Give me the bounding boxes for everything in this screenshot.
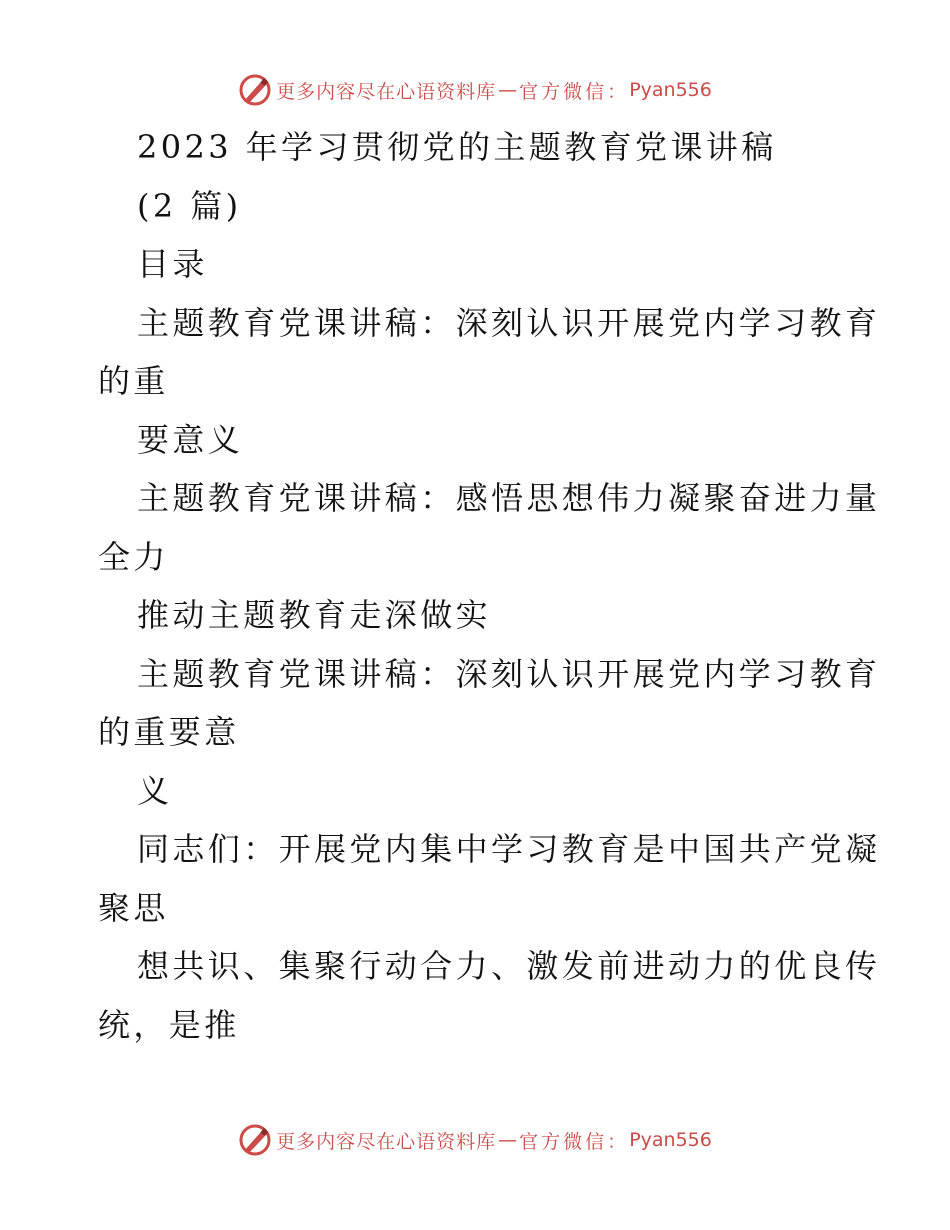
- text-line: 主题教育党课讲稿：深刻认识开展党内学习教育: [137, 654, 881, 693]
- text-line: 聚思: [98, 888, 169, 927]
- text-line: 的重: [98, 362, 169, 400]
- pen-logo-icon: [238, 1123, 272, 1157]
- text-line: 2023 年学习贯彻党的主题教育党课讲稿: [137, 128, 777, 166]
- text-line: 义: [137, 771, 173, 810]
- footer-watermark: [0, 1120, 950, 1160]
- watermark-text: 更多内容尽在心语资料库: [276, 80, 497, 103]
- text-line: 目录: [137, 245, 208, 283]
- pen-logo-icon: [238, 73, 272, 107]
- watermark-dash: —: [498, 79, 518, 101]
- text-line: 主题教育党课讲稿：感悟思想伟力凝聚奋进力量: [137, 479, 881, 517]
- text-line: 全力: [98, 537, 169, 576]
- watermark-official: 官方微信：: [519, 1130, 630, 1153]
- text-line: 想共识、集聚行动合力、激发前进动力的优良传: [137, 947, 881, 985]
- text-line: (2 篇): [137, 186, 242, 225]
- watermark-official: 官方微信：: [519, 80, 630, 103]
- watermark-id: Pyan556: [629, 1129, 712, 1151]
- watermark-text: 更多内容尽在心语资料库: [276, 1130, 497, 1153]
- text-line: 要意义: [137, 420, 244, 459]
- text-line: 的重要意: [98, 713, 240, 751]
- document-body: [98, 118, 881, 1054]
- watermark-dash: —: [498, 1129, 518, 1151]
- header-watermark: [0, 70, 950, 110]
- text-line: 统，是推: [98, 1005, 240, 1044]
- text-line: 主题教育党课讲稿：深刻认识开展党内学习教育: [137, 303, 881, 342]
- text-line: 推动主题教育走深做实: [137, 596, 492, 634]
- text-line: 同志们：开展党内集中学习教育是中国共产党凝: [137, 830, 881, 868]
- watermark-id: Pyan556: [629, 79, 712, 101]
